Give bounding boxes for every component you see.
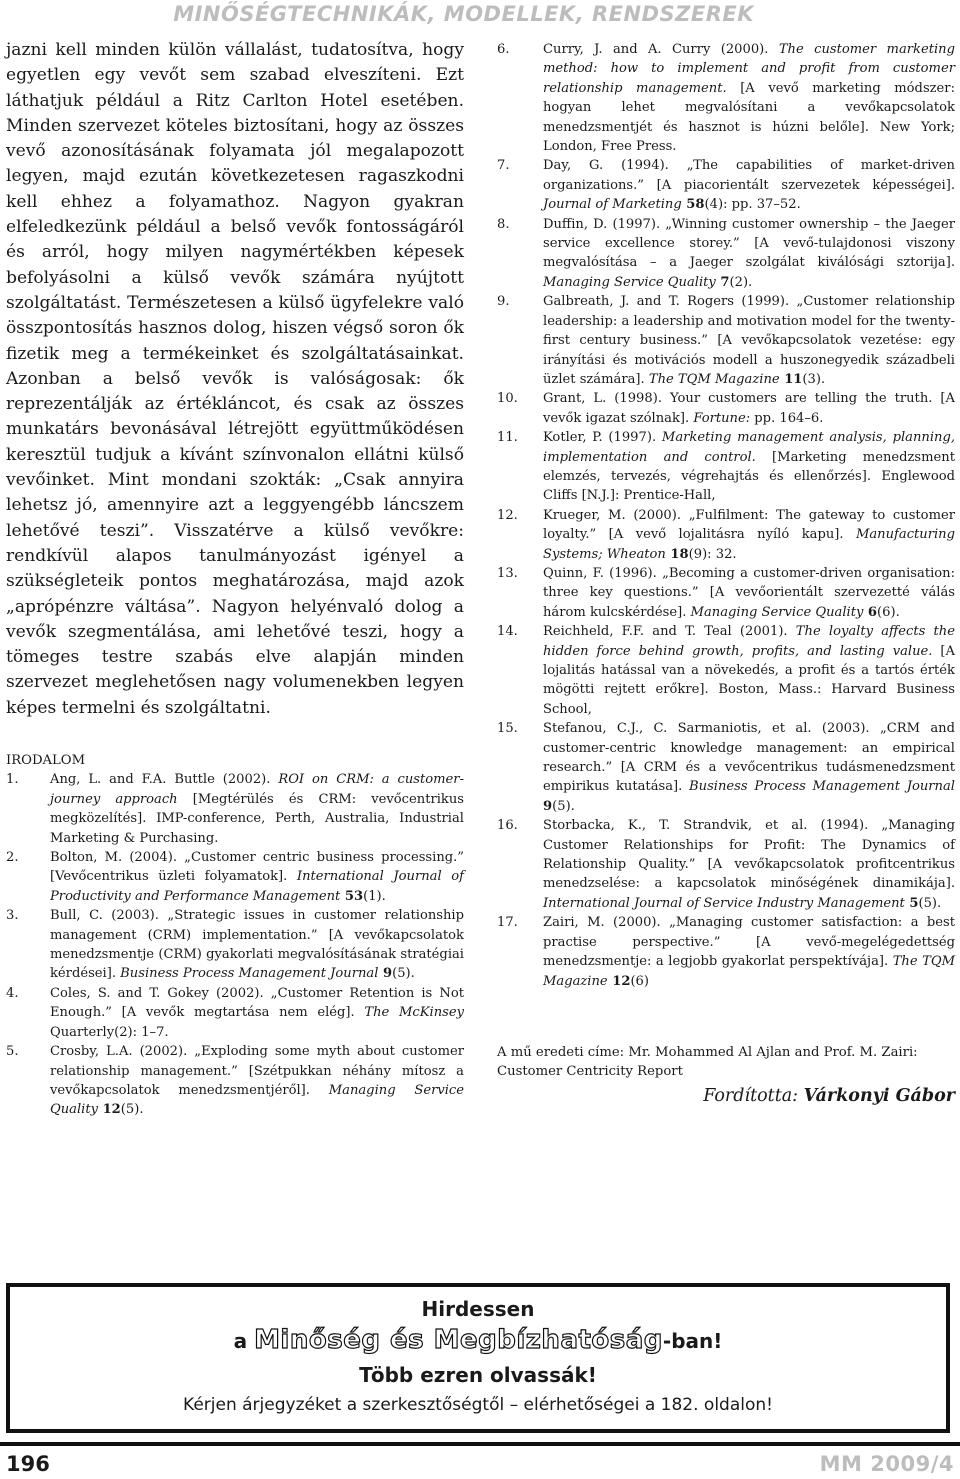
reference-text <box>543 564 955 622</box>
reference-text <box>543 292 955 389</box>
reference-fragment: Bull, C. (2003). „Strategic issues in customer relationship management (CRM) implementation.” [A vevőkapcsolatok menedzsmentje (CRM) gyakorlati megvalósításának stratégiai kérdései]. <box>50 908 464 982</box>
reference-fragment: Kotler, P. (1997). <box>543 430 662 446</box>
reference-fragment: 9 <box>378 966 393 982</box>
reference-fragment: Grant, L. (1998). Your customers are telling the truth. [A vevők igazat szólnak]. <box>543 391 955 426</box>
reference-text <box>543 389 955 428</box>
reference-fragment: 58 <box>681 197 705 213</box>
reference-item <box>497 40 955 156</box>
reference-fragment: The loyalty affects the hidden force behind growth, profits, and lasting value. <box>543 624 955 659</box>
section-header <box>0 2 960 26</box>
reference-number: 9. <box>497 294 510 310</box>
reference-text <box>543 156 955 214</box>
reference-fragment: [Megtérülés és CRM: vevőcentrikus megközelítés]. IMP-conference, Perth, Australia, Industrial Marketing & Purchasing. <box>50 791 464 846</box>
reference-item <box>497 622 955 719</box>
translator-name: Várkonyi Gábor <box>803 1085 955 1106</box>
reference-fragment: (6) <box>630 973 650 989</box>
reference-fragment: Business Process Management Journal <box>689 779 955 795</box>
reference-text <box>50 1042 464 1120</box>
reference-fragment: (5). <box>918 895 942 911</box>
issue-label: MM 2009/4 <box>819 1452 954 1476</box>
reference-fragment: [Marketing menedzsment elemzés, tervezés, végrehajtás és ellenőrzés]. Englewood Cliffs [N.J.]: Prentice-Hall, <box>543 449 956 504</box>
translator-credit <box>497 1086 955 1106</box>
reference-fragment: Managing Service Quality <box>543 274 716 290</box>
reference-fragment: 11 <box>779 371 803 387</box>
reference-text <box>543 816 955 913</box>
reference-item <box>497 816 955 913</box>
reference-number: 12. <box>497 507 518 523</box>
reference-text <box>50 848 464 906</box>
reference-fragment: The TQM Magazine <box>543 954 956 989</box>
reference-text <box>50 770 464 848</box>
reference-fragment: The TQM Magazine <box>648 371 780 387</box>
ad-brand-name: Minőség és Megbízhatóság <box>254 1325 663 1355</box>
reference-fragment: (5). <box>392 966 415 982</box>
references-list-left <box>6 770 464 1119</box>
reference-item <box>6 770 464 848</box>
reference-fragment: 53 <box>340 888 364 904</box>
reference-fragment: Day, G. (1994). „The capabilities of market-driven organizations.” [A piacorientált szervezetek képességei]. <box>543 158 955 193</box>
reference-number: 1. <box>6 772 19 788</box>
reference-item <box>6 984 464 1042</box>
reference-fragment: Quinn, F. (1996). „Becoming a customer-driven organisation: three key questions.” [A vevőorientált szervezetté válás három kulcskérdése]. <box>543 565 955 620</box>
reference-item <box>6 906 464 984</box>
reference-fragment: 12 <box>98 1102 121 1118</box>
reference-text <box>543 40 955 156</box>
reference-number: 8. <box>497 216 510 232</box>
reference-fragment: [A vevő marketing módszer: hogyan lehet megvalósítani a vevőkapcsolatok menedzsmentjét és hasznot is húzni belőle]. New York; London, Free Press. <box>543 80 955 155</box>
reference-fragment: 7 <box>715 274 730 290</box>
reference-fragment: Crosby, L.A. (2002). „Exploding some myth about customer relationship management.” [Szétpukkan néhány mítosz a vevőkapcsolatok menedzsmentjéről]. <box>50 1044 464 1098</box>
article-body: jazni kell minden külön vállalást, tudatosítva, hogy egyetlen egy vevőt sem szabad elveszíteni. Ezt láthatjuk például a Ritz Carlton Hotel esetében. Minden szervezet köteles biztosítani, hogy az összes vevő azonosításának folyamata jól megalapozott legyen, majd ezután következetesen ragaszkodni kell ehhez a folyamathoz. Nagyon gyakran elfeledkezünk például a belső vevők fontosságáról és arról, hogy milyen nagymértékben képesek befolyásolni a külső vevők számára nyújtott szolgáltatást. Természetesen a külső ügyfelekre való összpontosítás hasznos dolog, hiszen végső soron ők fizetik meg a termékeinket és szolgáltatásainkat. Azonban a belső vevők is valóságosak: ők reprezentálják az értékláncot, és csak az összes munkatárs bevonásával létrejött együttműködésen keresztül tudjuk a kívánt színvonalon ellátni külső vevőinket. Mint mondani szokták: „Csak annyira lehetsz jó, amennyire azt a leggyengébb láncszem lehetővé teszi”. Visszatérve a külső vevőkre: rendkívül alapos tanulmányozást igényel a szükségleteik pontos meghatározása, majd azok „aprópénzre váltása”. Nagyon helyénvaló dolog a vevők szegmentálása, ami lehetővé teszi, hogy a tömeges testre szabás elve alapján minden szervezet meglehetősen nagy volumenekben legyen képes termelni és szolgáltatni. <box>6 40 464 718</box>
reference-fragment: Quarterly(2): 1–7. <box>50 1024 169 1040</box>
reference-text <box>50 906 464 984</box>
reference-number: 16. <box>497 818 518 834</box>
reference-item <box>497 389 955 428</box>
reference-fragment: 12 <box>607 973 631 989</box>
reference-number: 4. <box>6 985 19 1001</box>
original-title-credit: A mű eredeti címe: Mr. Mohammed Al Ajlan and Prof. M. Zairi: Customer Centricity Report <box>497 1044 918 1080</box>
reference-item <box>6 1042 464 1120</box>
reference-fragment: [A lojalitás hatással van a növekedés, a profit és a tartós érték mögötti rejtett erőkre]. Boston, Mass.: Harvard Business School, <box>543 643 955 717</box>
reference-text <box>543 215 955 293</box>
reference-item <box>497 292 955 389</box>
reference-item <box>6 848 464 906</box>
reference-fragment: (1). <box>363 888 386 904</box>
translator-label: Fordította: <box>703 1085 804 1106</box>
reference-item <box>497 564 955 622</box>
reference-item <box>497 506 955 564</box>
reference-fragment: 5 <box>904 895 919 911</box>
reference-fragment: Fortune: <box>693 410 751 426</box>
reference-fragment: Reichheld, F.F. and T. Teal (2001). <box>543 624 796 640</box>
reference-number: 6. <box>497 42 510 57</box>
reference-number: 5. <box>6 1044 19 1060</box>
advertisement-box <box>6 1283 950 1433</box>
reference-fragment: Stefanou, C.J., C. Sarmaniotis, et al. (2003). „CRM and customer-centric knowledge management: an empirical research.” [A CRM és a vevőcentrikus tudásmenedzsment empirikus kutatása]. <box>543 721 955 795</box>
reference-fragment: (2). <box>729 274 753 290</box>
reference-fragment: The McKinsey <box>364 1005 464 1021</box>
ad-contact-note: Kérjen árjegyzéket a szerkesztőségtől – elérhetőségei a 182. oldalon! <box>183 1395 773 1415</box>
reference-fragment: (5). <box>552 798 575 814</box>
right-column <box>497 40 955 1106</box>
reference-text <box>543 428 955 506</box>
reference-fragment: Krueger, M. (2000). „Fulfilment: The gateway to customer loyalty.” [A vevő lojalitásra nyíló kapu]. <box>543 507 955 543</box>
left-column <box>6 38 464 1120</box>
reference-fragment: 9 <box>543 798 553 814</box>
reference-text <box>543 506 955 564</box>
page-number: 196 <box>6 1452 50 1476</box>
reference-fragment: Curry, J. and A. Curry (2000). <box>543 42 779 57</box>
reference-fragment: Managing Service Quality <box>690 604 864 620</box>
reference-fragment: Marketing management analysis, planning, implementation and control. <box>543 430 955 465</box>
footer-divider <box>0 1442 960 1446</box>
reference-text <box>543 622 955 719</box>
ad-tagline: Több ezren olvassák! <box>359 1363 597 1387</box>
reference-number: 13. <box>497 565 518 581</box>
ad-brand-line <box>10 1325 946 1355</box>
reference-fragment: International Journal of Productivity and Performance Management <box>50 869 464 904</box>
reference-fragment: Ang, L. and F.A. Buttle (2002). <box>50 772 279 788</box>
reference-fragment: (9): 32. <box>688 546 737 562</box>
reference-text <box>50 984 464 1042</box>
reference-fragment: Journal of Marketing <box>543 197 682 213</box>
reference-fragment: (5). <box>120 1102 144 1118</box>
reference-number: 2. <box>6 850 19 866</box>
reference-fragment: Duffin, D. (1997). „Winning customer ownership – the Jaeger service excellence storey.” [A vevő-tulajdonosi viszony megvalósítása – a Jaeger szolgálat kiválósági sztorija]. <box>543 216 955 271</box>
reference-item <box>497 156 955 214</box>
reference-text <box>543 719 955 816</box>
reference-fragment: Manufacturing Systems; Wheaton <box>543 527 955 562</box>
reference-fragment: Business Process Management Journal <box>120 966 379 982</box>
reference-fragment: (4): pp. 37–52. <box>704 197 801 213</box>
reference-fragment: Bolton, M. (2004). „Customer centric business processing.” [Vevőcentrikus üzleti folyamatok]. <box>50 850 464 885</box>
reference-item <box>497 719 955 816</box>
reference-number: 17. <box>497 915 518 931</box>
references-list-right <box>497 40 955 991</box>
reference-fragment: pp. 164–6. <box>750 410 824 426</box>
reference-fragment: Storbacka, K., T. Strandvik, et al. (1994). „Managing Customer Relationships for Profit: The Dynamics of Relationship Quality.” [A vevőkapcsolatok profitcentrikus menedzselése: a kapcsolatok minőségének dinamikája]. <box>543 818 955 892</box>
reference-fragment: The customer marketing method: how to implement and profit from customer relationship management. <box>543 42 955 96</box>
reference-fragment: Galbreath, J. and T. Rogers (1999). „Customer relationship leadership: a leadership and motivation model for the twenty-first century business.” [A vevőkapcsolatok vezetése: egy irányítási és motivációs modell a huszonegyedik századbeli üzlet számára]. <box>543 294 955 387</box>
reference-fragment: ROI on CRM: a customer-journey approach <box>50 772 464 807</box>
reference-fragment: Zairi, M. (2000). „Managing customer satisfaction: a best practise perspective.” [A vevő-megelégedettség menedzsmentje: a legjobb gyakorlat perspektívája]. <box>543 915 955 970</box>
reference-text <box>543 913 955 991</box>
ad-brand-suffix: -ban! <box>662 1329 723 1353</box>
reference-fragment: (6). <box>877 604 900 620</box>
reference-number: 11. <box>497 430 518 446</box>
reference-item <box>497 215 955 293</box>
reference-fragment: (3). <box>802 371 826 387</box>
reference-fragment: 18 <box>665 546 689 562</box>
reference-item <box>497 428 955 506</box>
reference-number: 15. <box>497 721 518 737</box>
reference-number: 7. <box>497 158 510 174</box>
references-heading: IRODALOM <box>6 753 86 769</box>
reference-fragment: 6 <box>863 604 878 620</box>
reference-number: 10. <box>497 391 518 407</box>
ad-brand-prefix: a <box>233 1329 255 1353</box>
reference-number: 14. <box>497 624 518 640</box>
reference-fragment: Coles, S. and T. Gokey (2002). „Customer Retention is Not Enough.” [A vevők megtartása nem elég]. <box>50 985 464 1021</box>
ad-headline: Hirdessen <box>421 1297 535 1321</box>
reference-item <box>497 913 955 991</box>
reference-fragment: International Journal of Service Industry Management <box>543 895 905 911</box>
reference-fragment: Managing Service Quality <box>50 1082 464 1118</box>
section-title: MINŐSÉGTECHNIKÁK, MODELLEK, RENDSZEREK <box>173 2 754 26</box>
reference-number: 3. <box>6 908 19 924</box>
